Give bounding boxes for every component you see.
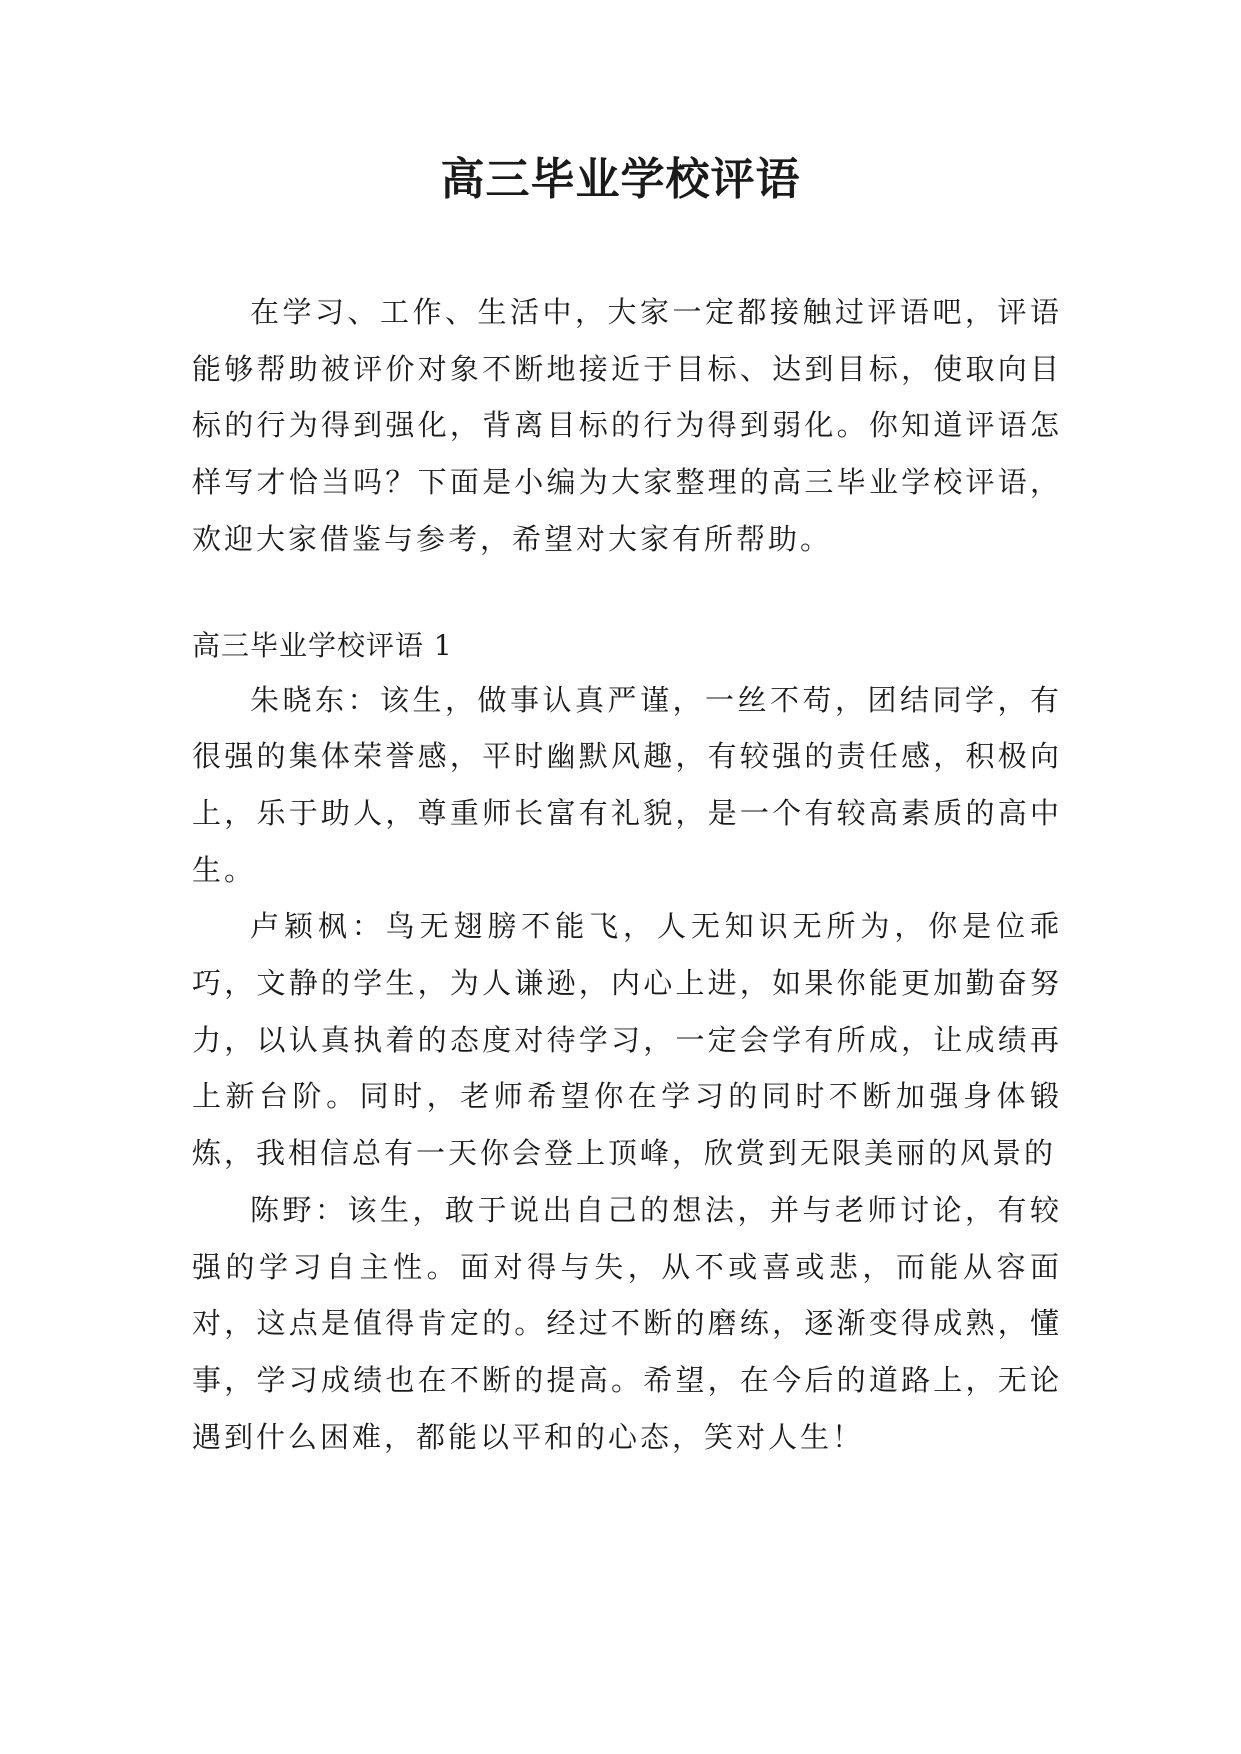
comment-paragraph-chen-ye: 陈野：该生，敢于说出自己的想法，并与老师讨论，有较强的学习自主性。面对得与失，从不或喜或悲，而能从容面对，这点是值得肯定的。经过不断的磨练，逐渐变得成熟，懂事，学习成绩也在不断的提高。希望，在今后的道路上，无论遇到什么困难，都能以平和的心态，笑对人生！ bbox=[192, 1192, 1062, 1454]
document-title: 高三毕业学校评语 bbox=[440, 154, 801, 205]
comment-paragraph-lu-yingfeng: 卢颖枫：鸟无翅膀不能飞，人无知识无所为，你是位乖巧，文静的学生，为人谦逊，内心上进，如果你能更加勤奋努力，以认真执着的态度对待学习，一定会学有所成，让成绩再上新台阶。同时，老师希望你在学习的同时不断加强身体锻炼，我相信总有一天你会登上顶峰，欣赏到无限美丽的风景的 bbox=[192, 909, 1062, 1171]
section-heading: 高三毕业学校评语 1 bbox=[192, 628, 453, 662]
comment-paragraph-zhu-xiaodong: 朱晓东：该生，做事认真严谨，一丝不苟，团结同学，有很强的集体荣誉感，平时幽默风趣，有较强的责任感，积极向上，乐于助人，尊重师长富有礼貌，是一个有较高素质的高中生。 bbox=[192, 682, 1062, 887]
intro-paragraph: 在学习、工作、生活中，大家一定都接触过评语吧，评语能够帮助被评价对象不断地接近于目标、达到目标，使取向目标的行为得到强化，背离目标的行为得到弱化。你知道评语怎样写才恰当吗？下面是小编为大家整理的高三毕业学校评语，欢迎大家借鉴与参考，希望对大家有所帮助。 bbox=[192, 295, 1062, 556]
document-body bbox=[192, 284, 1062, 1465]
